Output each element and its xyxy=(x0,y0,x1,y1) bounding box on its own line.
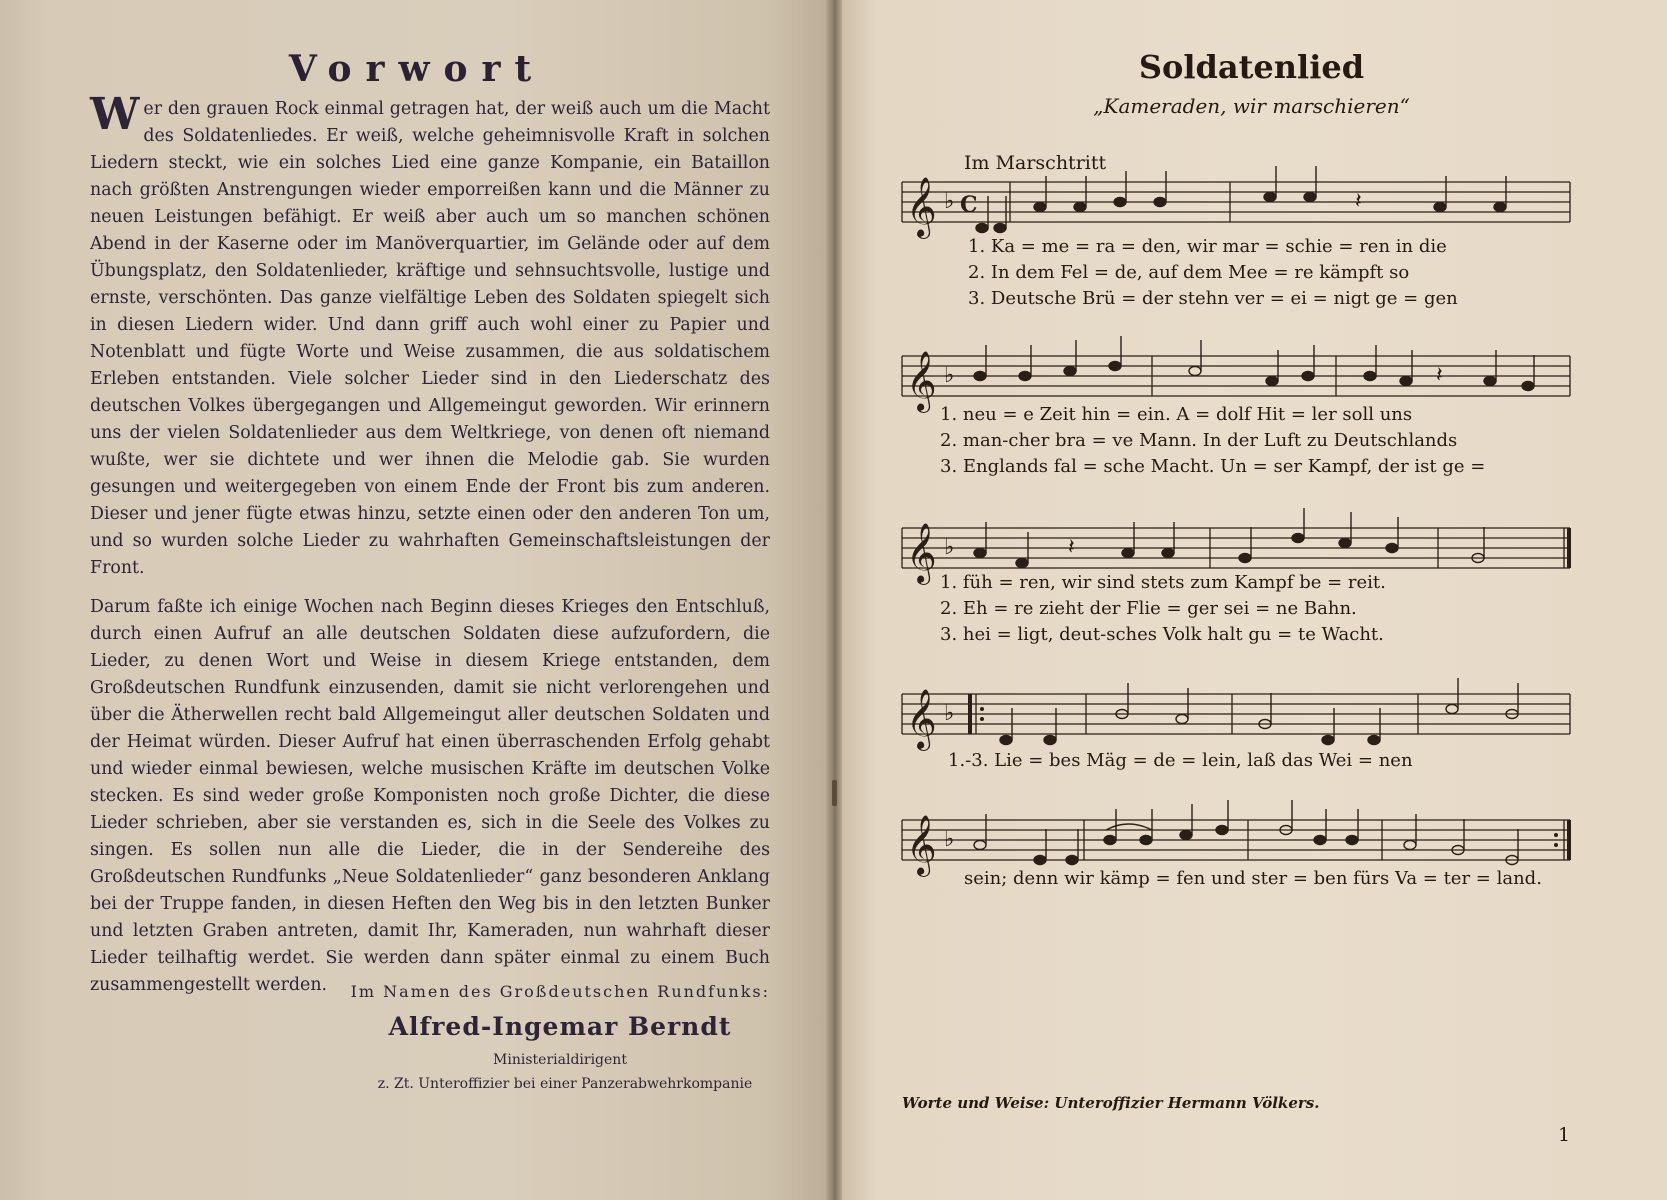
music-staff-4 xyxy=(900,674,1572,754)
signature-name: Alfred-Ingemar Berndt xyxy=(388,1012,732,1041)
svg-text:♭: ♭ xyxy=(944,189,955,214)
page-number: 1 xyxy=(1558,1124,1571,1146)
staple xyxy=(832,780,837,806)
svg-text:♭: ♭ xyxy=(944,701,955,726)
lyric-line-1-3: 3. Deutsche Brü = der stehn ver = ei = nigt ge = gen xyxy=(968,288,1458,309)
svg-text:𝄽: 𝄽 xyxy=(1068,535,1075,560)
svg-text:𝄞: 𝄞 xyxy=(906,351,937,411)
svg-text:𝄽: 𝄽 xyxy=(1436,363,1443,388)
svg-text:C: C xyxy=(960,192,978,218)
lyric-line-2-3: 3. Englands fal = sche Macht. Un = ser Kampf, der ist ge = xyxy=(940,456,1486,477)
lyric-line-3-1: 1. füh = ren, wir sind stets zum Kampf be = reit. xyxy=(940,572,1386,593)
lyric-line-5-1: sein; denn wir kämp = fen und ster = ben fürs Va = ter = land. xyxy=(964,868,1542,889)
lyric-line-3-2: 2. Eh = re zieht der Flie = ger sei = ne Bahn. xyxy=(940,598,1357,619)
svg-text:𝄞: 𝄞 xyxy=(906,177,937,237)
song-credit: Worte und Weise: Unteroffizier Hermann Völkers. xyxy=(902,1094,1320,1112)
svg-text:♭: ♭ xyxy=(944,827,955,852)
lyric-line-1-2: 2. In dem Fel = de, auf dem Mee = re kämpft so xyxy=(968,262,1410,283)
foreword-title: Vorwort xyxy=(288,48,546,90)
tempo-marking: Im Marschtritt xyxy=(964,152,1107,174)
song-title: Soldatenlied xyxy=(1138,48,1365,86)
foreword-paragraph-2: Darum faßte ich einige Wochen nach Beginn dieses Krieges den Entschluß, durch einen Aufruf an alle deutschen Soldaten diese aufzufordern, die Lieder, zu denen Wort und Weise in diesem Kriege entstanden, dem Großdeutschen Rundfunk einzusenden, damit sie nicht verlorengehen und über die Ätherwellen recht bald Allgemeingut aller deutschen Soldaten und der Heimat würden. Dieser Aufruf hat einen überraschenden Erfolg gehabt und wieder einmal bewiesen, welche musischen Kräfte im deutschen Volke stecken. Es sind weder große Komponisten noch große Dichter, die diese Lieder schrieben, aber sie verstanden es, sich in die Seele des Volkes zu singen. Es sollen nun alle die Lieder, die in der Sendereihe des Großdeutschen Rundfunks „Neue Soldatenlieder“ ganz besonderen Anklang bei der Truppe fanden, in diesen Heften den Weg bis in den letzten Bunker und letzten Graben antreten, damit Ihr, Kameraden, nun wahrhaft dieser Lieder teilhaftig werdet. Sie werden dann später einmal zu einem Buch zusammengestellt werden. xyxy=(90,597,770,995)
lyric-line-1-1: 1. Ka = me = ra = den, wir mar = schie = ren in die xyxy=(968,236,1447,257)
lyric-line-2-2: 2. man-cher bra = ve Mann. In der Luft zu Deutschlands xyxy=(940,430,1458,451)
paragraph-1-text: er den grauen Rock einmal getragen hat, der weiß auch um die Macht des Soldatenliedes. Er weiß, welche geheimnisvolle Kraft in solchen Liedern steckt, wie ein solches Lied eine ganze Kompanie, ein Bataillon nach größten Anstrengungen wieder emporreißen kann und die Männer zu neuen Leistungen befähigt. Er weiß aber auch um so manchen schönen Abend in der Kaserne oder im Manöverquartier, im Gelände oder auf dem Übungsplatz, den Soldatenlieder, kräftige und sehnsuchtsvolle, lustige und ernste, verschönten. Das ganze vielfältige Leben des Soldaten spiegelt sich in diesen Liedern wider. Und dann griff auch wohl einer zu Papier und Notenblatt und fügte Worte und Weise zusammen, die aus soldatischem Erleben entstanden. Viele solcher Lieder sind in den Liederschatz des deutschen Volkes übergegangen und Allgemeingut geworden. Wir erinnern uns der vielen Soldatenlieder aus dem Weltkriege, von denen oft niemand wußte, wer sie dichtete und wer ihnen die Melodie gab. Sie wurden gesungen und weitergegeben von einem Ende der Front bis zum anderen. Dieser und jener fügte etwas hinzu, setzte einen oder den anderen Ton um, und so wurden solche Lieder zu wahrhaften Gemeinschaftsleistungen der Front. xyxy=(90,99,770,578)
svg-text:𝄞: 𝄞 xyxy=(906,815,937,875)
lyric-line-2-1: 1. neu = e Zeit hin = ein. A = dolf Hit = ler soll uns xyxy=(940,404,1413,425)
svg-text:𝄞: 𝄞 xyxy=(906,689,937,749)
svg-text:𝄽: 𝄽 xyxy=(1355,189,1362,214)
foreword-paragraph-1 xyxy=(90,89,770,582)
song-subtitle: „Kameraden, wir marschieren“ xyxy=(1093,94,1410,118)
music-staff-1 xyxy=(900,162,1572,242)
lyric-line-4-1: 1.-3. Lie = bes Mäg = de = lein, laß das Wei = nen xyxy=(948,750,1413,771)
svg-text:𝄞: 𝄞 xyxy=(906,523,937,583)
signature-rank: Ministerialdirigent xyxy=(493,1052,627,1068)
svg-text:♭: ♭ xyxy=(944,363,955,388)
foreword-body xyxy=(90,89,770,1011)
svg-text:♭: ♭ xyxy=(944,535,955,560)
book-gutter xyxy=(826,0,842,1200)
drop-cap: W xyxy=(90,89,140,140)
signature-unit: z. Zt. Unteroffizier bei einer Panzerabwehrkompanie xyxy=(377,1076,753,1092)
lyric-line-3-3: 3. hei = ligt, deut-sches Volk halt gu = te Wacht. xyxy=(940,624,1384,645)
signature-intro: Im Namen des Großdeutschen Rundfunks: xyxy=(350,982,770,1001)
